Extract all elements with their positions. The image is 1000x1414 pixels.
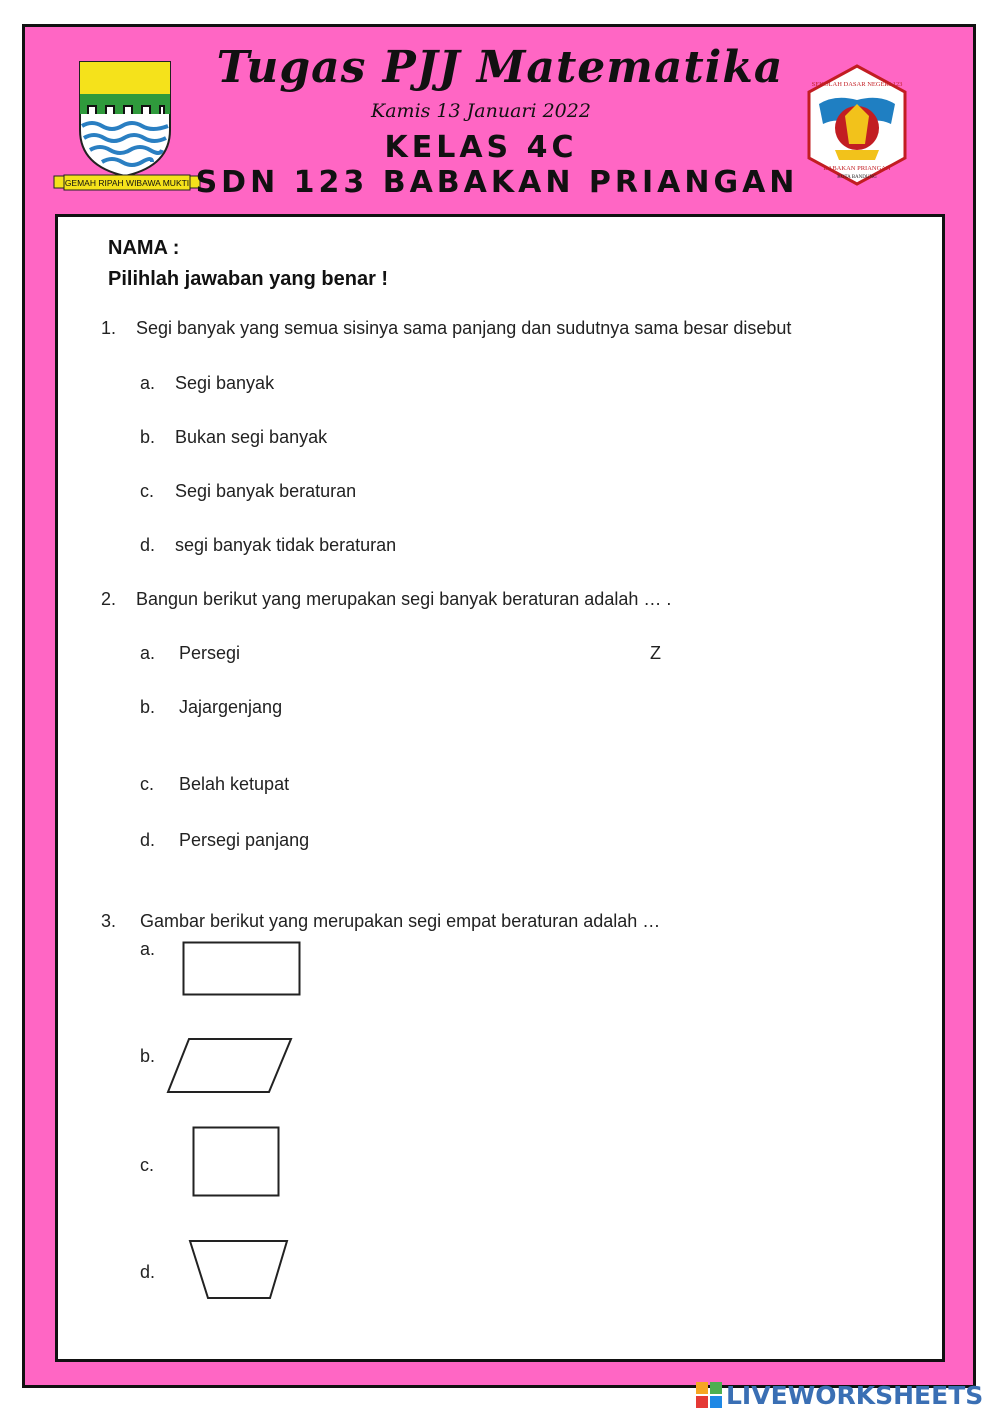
rectangle-shape-option[interactable] bbox=[182, 941, 302, 997]
header-class: KELAS 4C bbox=[384, 130, 578, 165]
option-letter: b. bbox=[140, 697, 156, 717]
question-number: 2. bbox=[101, 589, 117, 609]
school-emblem-logo bbox=[805, 64, 909, 186]
question-text: Gambar berikut yang merupakan segi empat beraturan adalah … bbox=[140, 911, 661, 931]
option-text[interactable]: Segi banyak bbox=[175, 373, 275, 393]
option-letter: a. bbox=[140, 939, 156, 959]
option-letter: c. bbox=[140, 1155, 155, 1175]
header-school: SDN 123 BABAKAN PRIANGAN bbox=[195, 165, 799, 200]
option-text[interactable]: Jajargenjang bbox=[179, 697, 283, 717]
option-letter: b. bbox=[140, 427, 156, 447]
watermark-text: LIVEWORKSHEETS bbox=[726, 1380, 984, 1410]
option-text[interactable]: Persegi panjang bbox=[179, 830, 310, 850]
trapezoid-shape-option[interactable] bbox=[188, 1239, 290, 1301]
option-text[interactable]: Bukan segi banyak bbox=[175, 427, 328, 447]
option-text[interactable]: Segi banyak beraturan bbox=[175, 481, 357, 501]
page-title: Tugas PJJ Matematika bbox=[216, 42, 784, 93]
parallelogram-shape-option[interactable] bbox=[165, 1037, 295, 1095]
emblem-city-text: KOTA BANDUNG bbox=[837, 175, 877, 180]
option-letter: a. bbox=[140, 373, 156, 393]
option-letter: c. bbox=[140, 774, 155, 794]
liveworksheets-logo-icon bbox=[696, 1382, 722, 1408]
emblem-bottom-text: BABAKAN PRIANGAN bbox=[823, 165, 891, 172]
option-letter: d. bbox=[140, 830, 156, 850]
emblem-top-text: SEKOLAH DASAR NEGERI 123 bbox=[811, 81, 903, 88]
liveworksheets-watermark bbox=[696, 1380, 983, 1410]
header-date: Kamis 13 Januari 2022 bbox=[371, 100, 591, 122]
stray-mark: Z bbox=[650, 643, 661, 663]
option-letter: b. bbox=[140, 1046, 156, 1066]
crest-motto: GEMAH RIPAH WIBAWA MUKTI bbox=[64, 178, 190, 188]
option-letter: d. bbox=[140, 535, 156, 555]
question-number: 1. bbox=[101, 318, 117, 338]
square-shape-option[interactable] bbox=[192, 1126, 282, 1198]
option-text[interactable]: segi banyak tidak beraturan bbox=[175, 535, 397, 555]
option-letter: c. bbox=[140, 481, 155, 501]
option-text[interactable]: Belah ketupat bbox=[179, 774, 290, 794]
option-letter: d. bbox=[140, 1262, 156, 1282]
question-number: 3. bbox=[101, 911, 117, 931]
question-text: Segi banyak yang semua sisinya sama panjang dan sudutnya sama besar disebut bbox=[136, 318, 792, 338]
name-label: NAMA : bbox=[108, 237, 180, 259]
question-text: Bangun berikut yang merupakan segi banyak beraturan adalah … . bbox=[136, 589, 672, 609]
instruction-text: Pilihlah jawaban yang benar ! bbox=[108, 268, 389, 290]
option-text[interactable]: Persegi bbox=[179, 643, 241, 663]
option-letter: a. bbox=[140, 643, 156, 663]
